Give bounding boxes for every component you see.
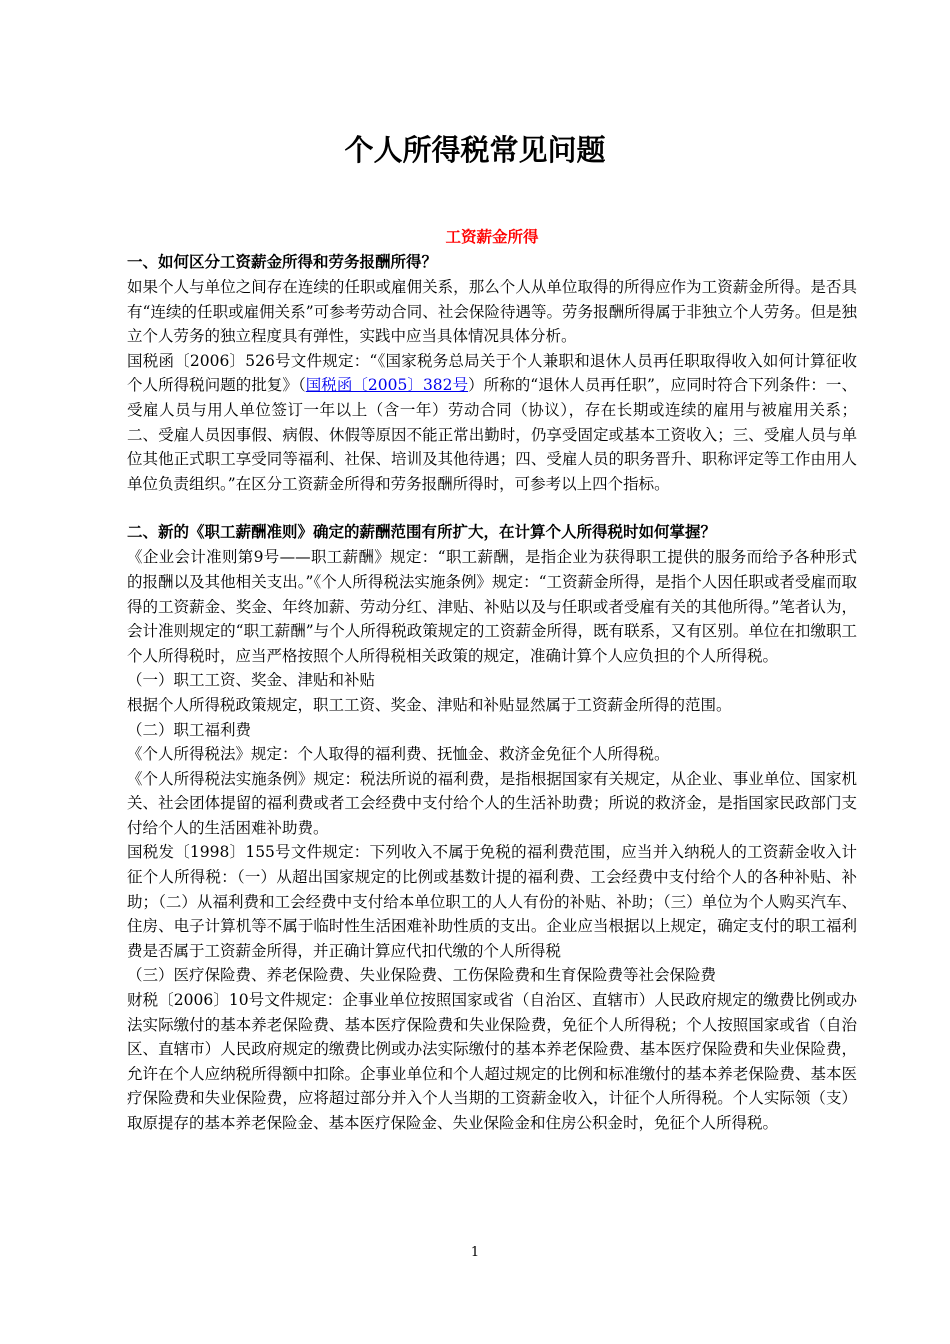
paragraph-text: 国税函〔2006〕526号文件规定：“《国家税务总局关于个人兼职和退休人员再任职取得收入如何计算征收个人所得税问题的批复》（ — [127, 351, 857, 395]
subsection-2-title: （二）职工福利费 — [127, 720, 252, 739]
paragraph-text: ）所称的“退休人员再任职”，应同时符合下列条件：一、受雇人员与用人单位签订一年以上（含一年）劳动合同（协议），存在长期或连续的雇用与被雇用关系；二、受雇人员因事假、病假、休假等原因不能正常出勤时，仍享受固定或基本工资收入；三、受雇人员与单位其他正式职工享受同等福利、社保、培训及其他待遇；四、受雇人员的职务晋升、职称评定等工作由用人单位负责组织。”在区分工资薪金所得和劳务报酬所得时，可参考以上四个指标。 — [127, 376, 857, 493]
document-body — [127, 224, 857, 1136]
subsection-3-paragraph: 财税〔2006〕10号文件规定：企事业单位按照国家或省（自治区、直辖市）人民政府规定的缴费比例或办法实际缴付的基本养老保险费、基本医疗保险费和失业保险费，免征个人所得税；个人按照国家或省（自治区、直辖市）人民政府规定的缴费比例或办法实际缴付的基本养老保险费、基本医疗保险费和失业保险费，允许在个人应纳税所得额中扣除。企事业单位和个人超过规定的比例和标准缴付的基本养老保险费、基本医疗保险费和失业保险费，应将超过部分并入个人当期的工资薪金收入，计征个人所得税。个人实际领（支）取原提存的基本养老保险金、基本医疗保险金、失业保险金和住房公积金时，免征个人所得税。 — [127, 991, 857, 1132]
page-number: 1 — [470, 1245, 480, 1260]
page-title: 个人所得税常见问题 — [344, 133, 606, 167]
subsection-1-title: （一）职工工资、奖金、津贴和补贴 — [127, 671, 376, 690]
subsection-2-paragraph-1: 《个人所得税法》规定：个人取得的福利费、抚恤金、救济金免征个人所得税。 — [127, 745, 670, 764]
subsection-1-paragraph: 根据个人所得税政策规定，职工工资、奖金、津贴和补贴显然属于工资薪金所得的范围。 — [127, 695, 732, 714]
question-1-heading: 一、如何区分工资薪金所得和劳务报酬所得？ — [127, 253, 438, 271]
blank-line — [127, 496, 857, 520]
subsection-2-paragraph-2: 《个人所得税法实施条例》规定：税法所说的福利费，是指根据国家有关规定，从企业、事业单位、国家机关、社会团体提留的福利费或者工会经费中支付给个人的生活补助费；所说的救济金，是指国家民政部门支付给个人的生活困难补助费。 — [127, 769, 857, 837]
section-heading: 工资薪金所得 — [445, 228, 539, 246]
question-1-paragraph-1: 如果个人与单位之间存在连续的任职或雇佣关系，那么个人从单位取得的所得应作为工资薪金所得。是否具有“连续的任职或雇佣关系”可参考劳动合同、社会保险待遇等。劳务报酬所得属于非独立个人劳务。但是独立个人劳务的独立程度具有弹性，实践中应当具体情况具体分析。 — [127, 278, 857, 346]
document-link[interactable]: 国税函〔2005〕382号 — [305, 376, 469, 395]
subsection-2-paragraph-3: 国税发〔1998〕155号文件规定：下列收入不属于免税的福利费范围，应当并入纳税人的工资薪金收入计征个人所得税：（一）从超出国家规定的比例或基数计提的福利费、工会经费中支付给个人的各种补贴、补助；（二）从福利费和工会经费中支付给本单位职工的人人有份的补贴、补助；（三）单位为个人购买汽车、住房、电子计算机等不属于临时性生活困难补助性质的支出。企业应当根据以上规定，确定支付的职工福利费是否属于工资薪金所得，并正确计算应代扣代缴的个人所得税 — [127, 843, 857, 960]
subsection-3-title: （三）医疗保险费、养老保险费、失业保险费、工伤保险费和生育保险费等社会保险费 — [127, 966, 717, 985]
question-2-paragraph-1: 《企业会计准则第9号——职工薪酬》规定：“职工薪酬，是指企业为获得职工提供的服务而给予各种形式的报酬以及其他相关支出。”《个人所得税法实施条例》规定：“工资薪金所得，是指个人因任职或者受雇而取得的工资薪金、奖金、年终加薪、劳动分红、津贴、补贴以及与任职或者受雇有关的其他所得。”笔者认为，会计准则规定的“职工薪酬”与个人所得税政策规定的工资薪金所得，既有联系，又有区别。单位在扣缴职工个人所得税时，应当严格按照个人所得税相关政策的规定，准确计算个人应负担的个人所得税。 — [127, 548, 857, 665]
question-2-heading: 二、新的《职工薪酬准则》确定的薪酬范围有所扩大，在计算个人所得税时如何掌握？ — [127, 523, 717, 542]
question-1-paragraph-2 — [127, 349, 857, 497]
